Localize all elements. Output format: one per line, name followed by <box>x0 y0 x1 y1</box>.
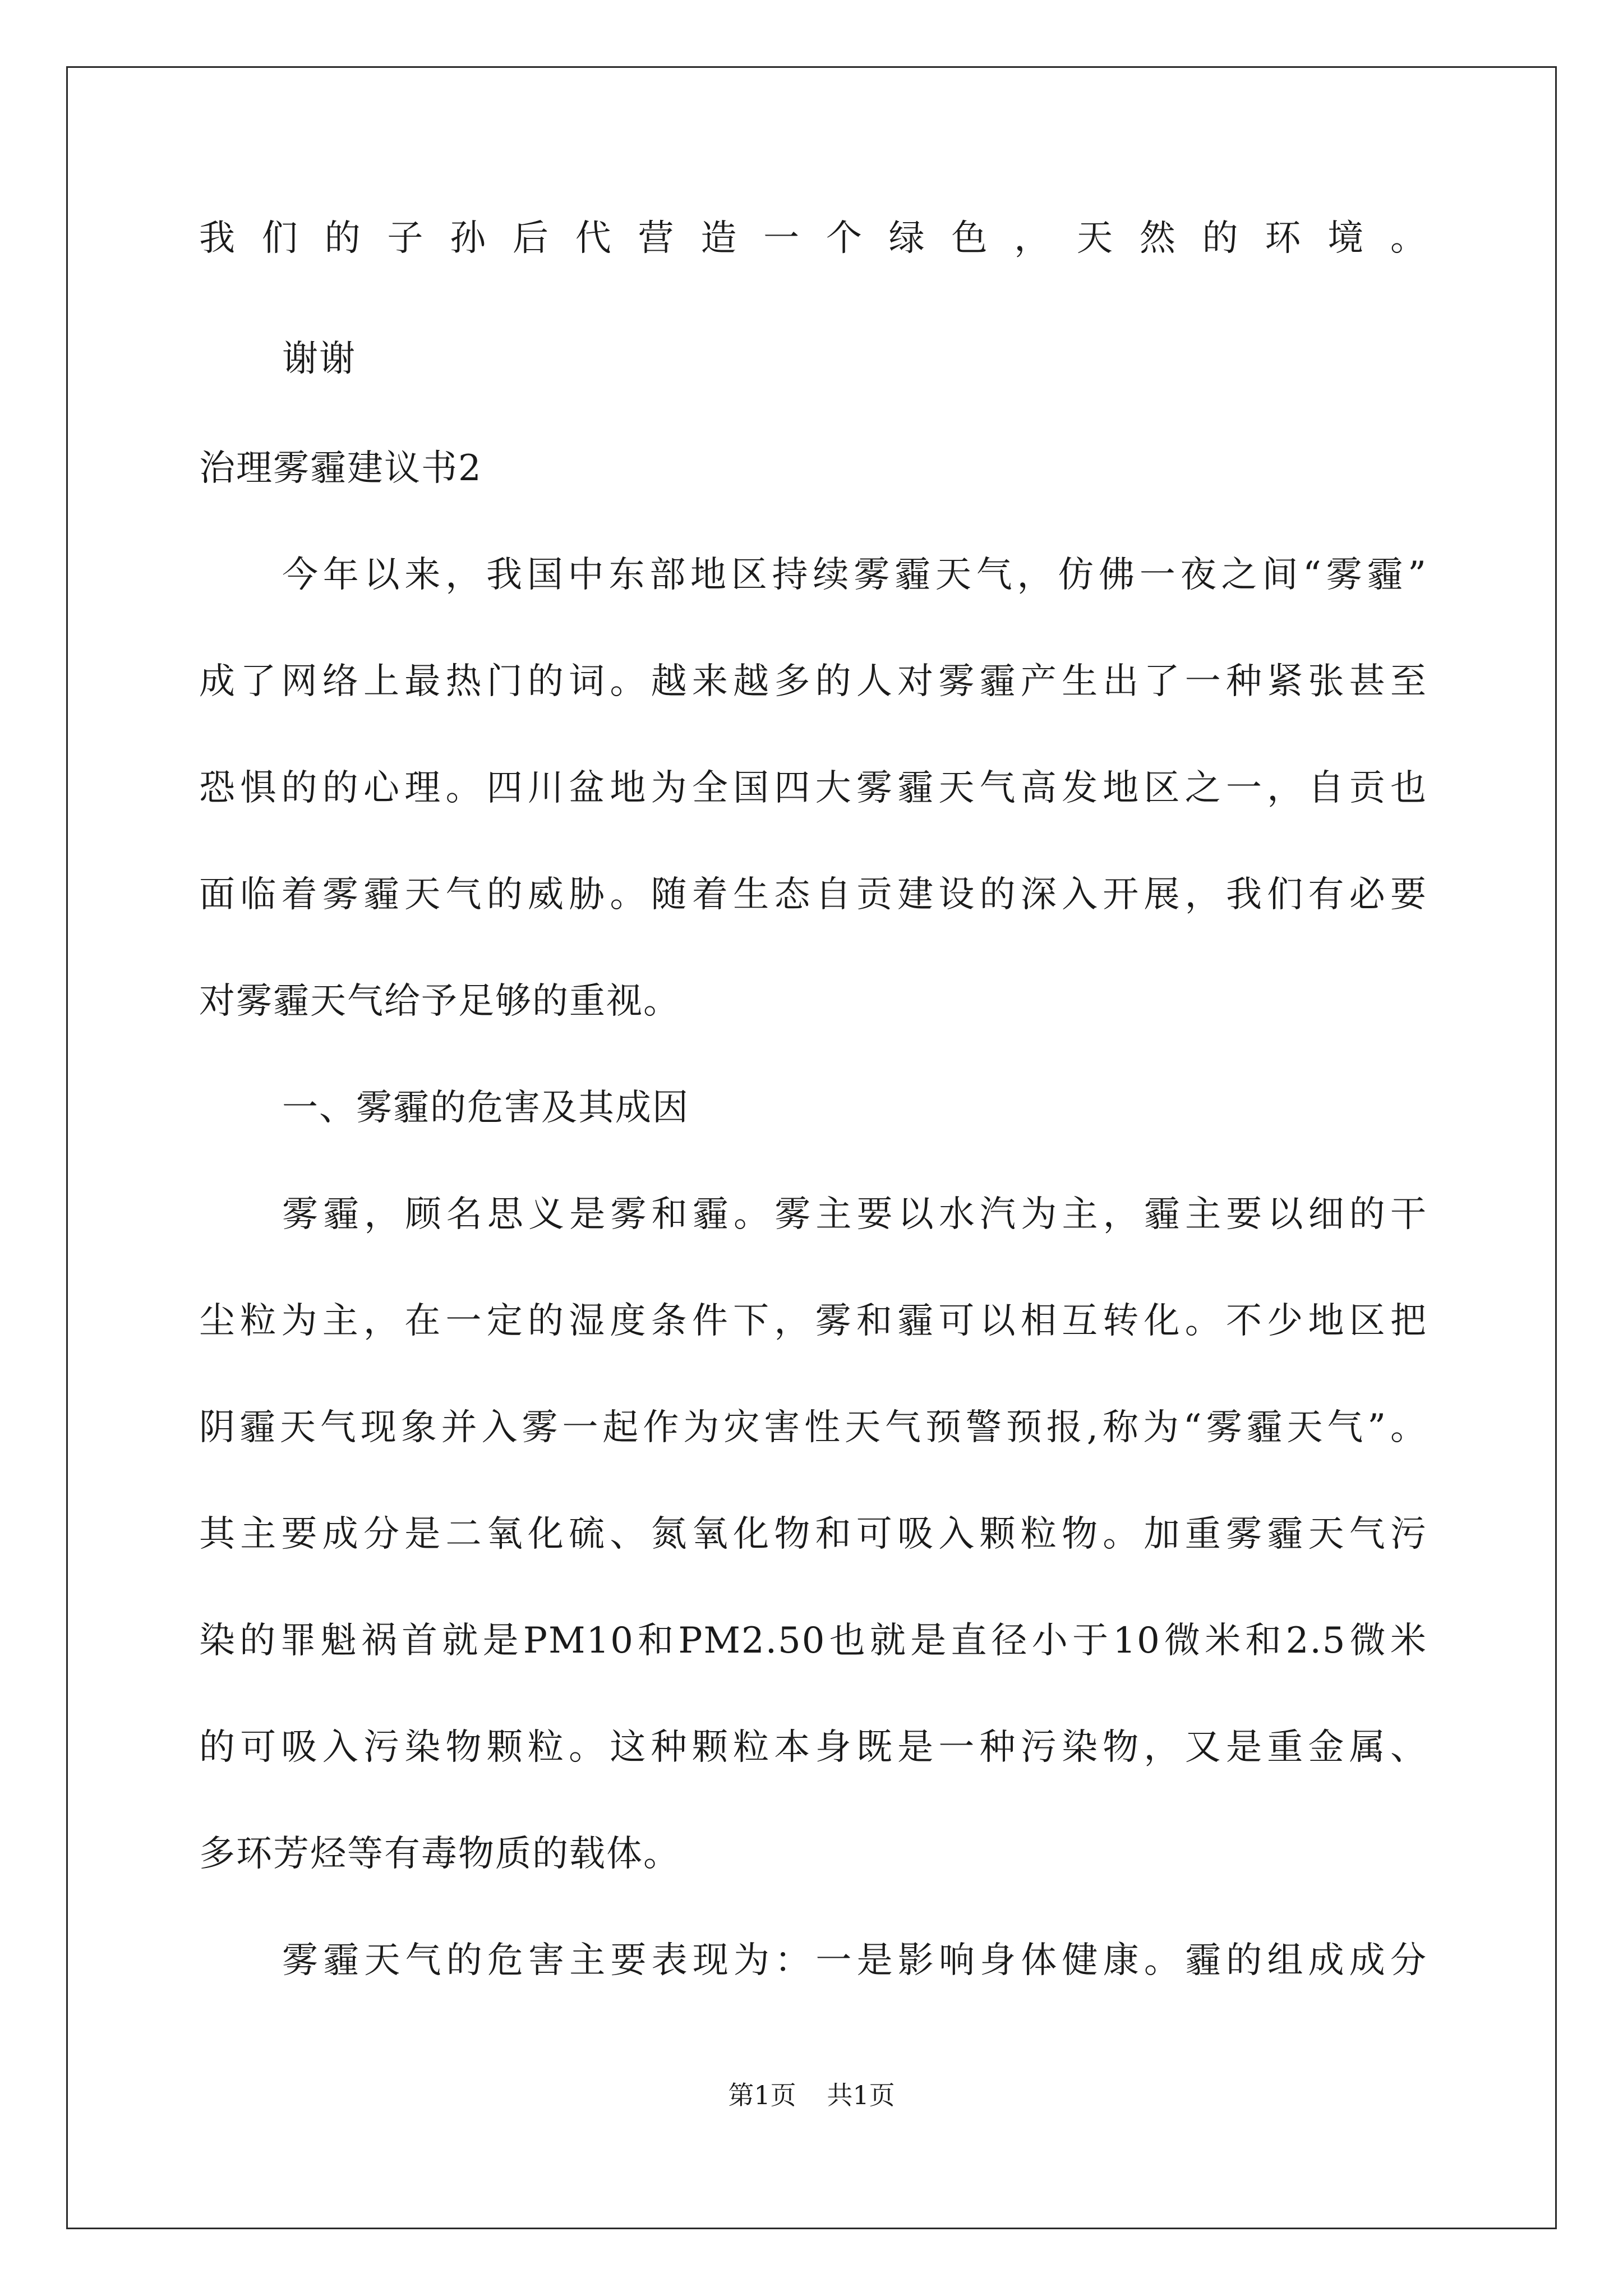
subsection-heading: 一、雾霾的危害及其成因 <box>282 1087 689 1129</box>
text-line: 尘粒为主，在一定的湿度条件下，雾和霾可以相互转化。不少地区把 <box>199 1300 1427 1342</box>
text-line: 雾霾天气的危害主要表现为：一是影响身体健康。霾的组成成分 <box>282 1940 1427 1981</box>
page-number: 第1页 <box>728 2080 796 2110</box>
text-line: 我们的子孙后代营造一个绿色，天然的环境。 <box>199 218 1427 259</box>
text-line: 其主要成分是二氧化硫、氮氧化物和可吸入颗粒物。加重雾霾天气污 <box>199 1513 1427 1555</box>
text-line: 谢谢 <box>282 338 356 380</box>
page-footer <box>0 2078 1623 2112</box>
page-border <box>66 66 1557 2229</box>
text-line: 今年以来，我国中东部地区持续雾霾天气，仿佛一夜之间“雾霾” <box>282 554 1427 596</box>
text-line: 对雾霾天气给予足够的重视。 <box>199 981 680 1022</box>
text-line: 雾霾，顾名思义是雾和霾。雾主要以水汽为主，霾主要以细的干 <box>282 1194 1427 1235</box>
text-line: 染的罪魁祸首就是PM10和PM2.50也就是直径小于10微米和2.5微米 <box>199 1620 1427 1662</box>
page-total: 共1页 <box>827 2080 895 2110</box>
text-line: 面临着雾霾天气的威胁。随着生态自贡建设的深入开展，我们有必要 <box>199 874 1427 915</box>
text-line: 的可吸入污染物颗粒。这种颗粒本身既是一种污染物，又是重金属、 <box>199 1727 1427 1768</box>
text-line: 成了网络上最热门的词。越来越多的人对雾霾产生出了一种紧张甚至 <box>199 661 1427 702</box>
section-title: 治理雾霾建议书2 <box>199 448 482 489</box>
text-line: 多环芳烃等有毒物质的载体。 <box>199 1833 680 1875</box>
text-line: 阴霾天气现象并入雾一起作为灾害性天气预警预报,称为“雾霾天气”。 <box>199 1407 1427 1448</box>
text-line: 恐惧的的心理。四川盆地为全国四大雾霾天气高发地区之一，自贡也 <box>199 767 1427 809</box>
